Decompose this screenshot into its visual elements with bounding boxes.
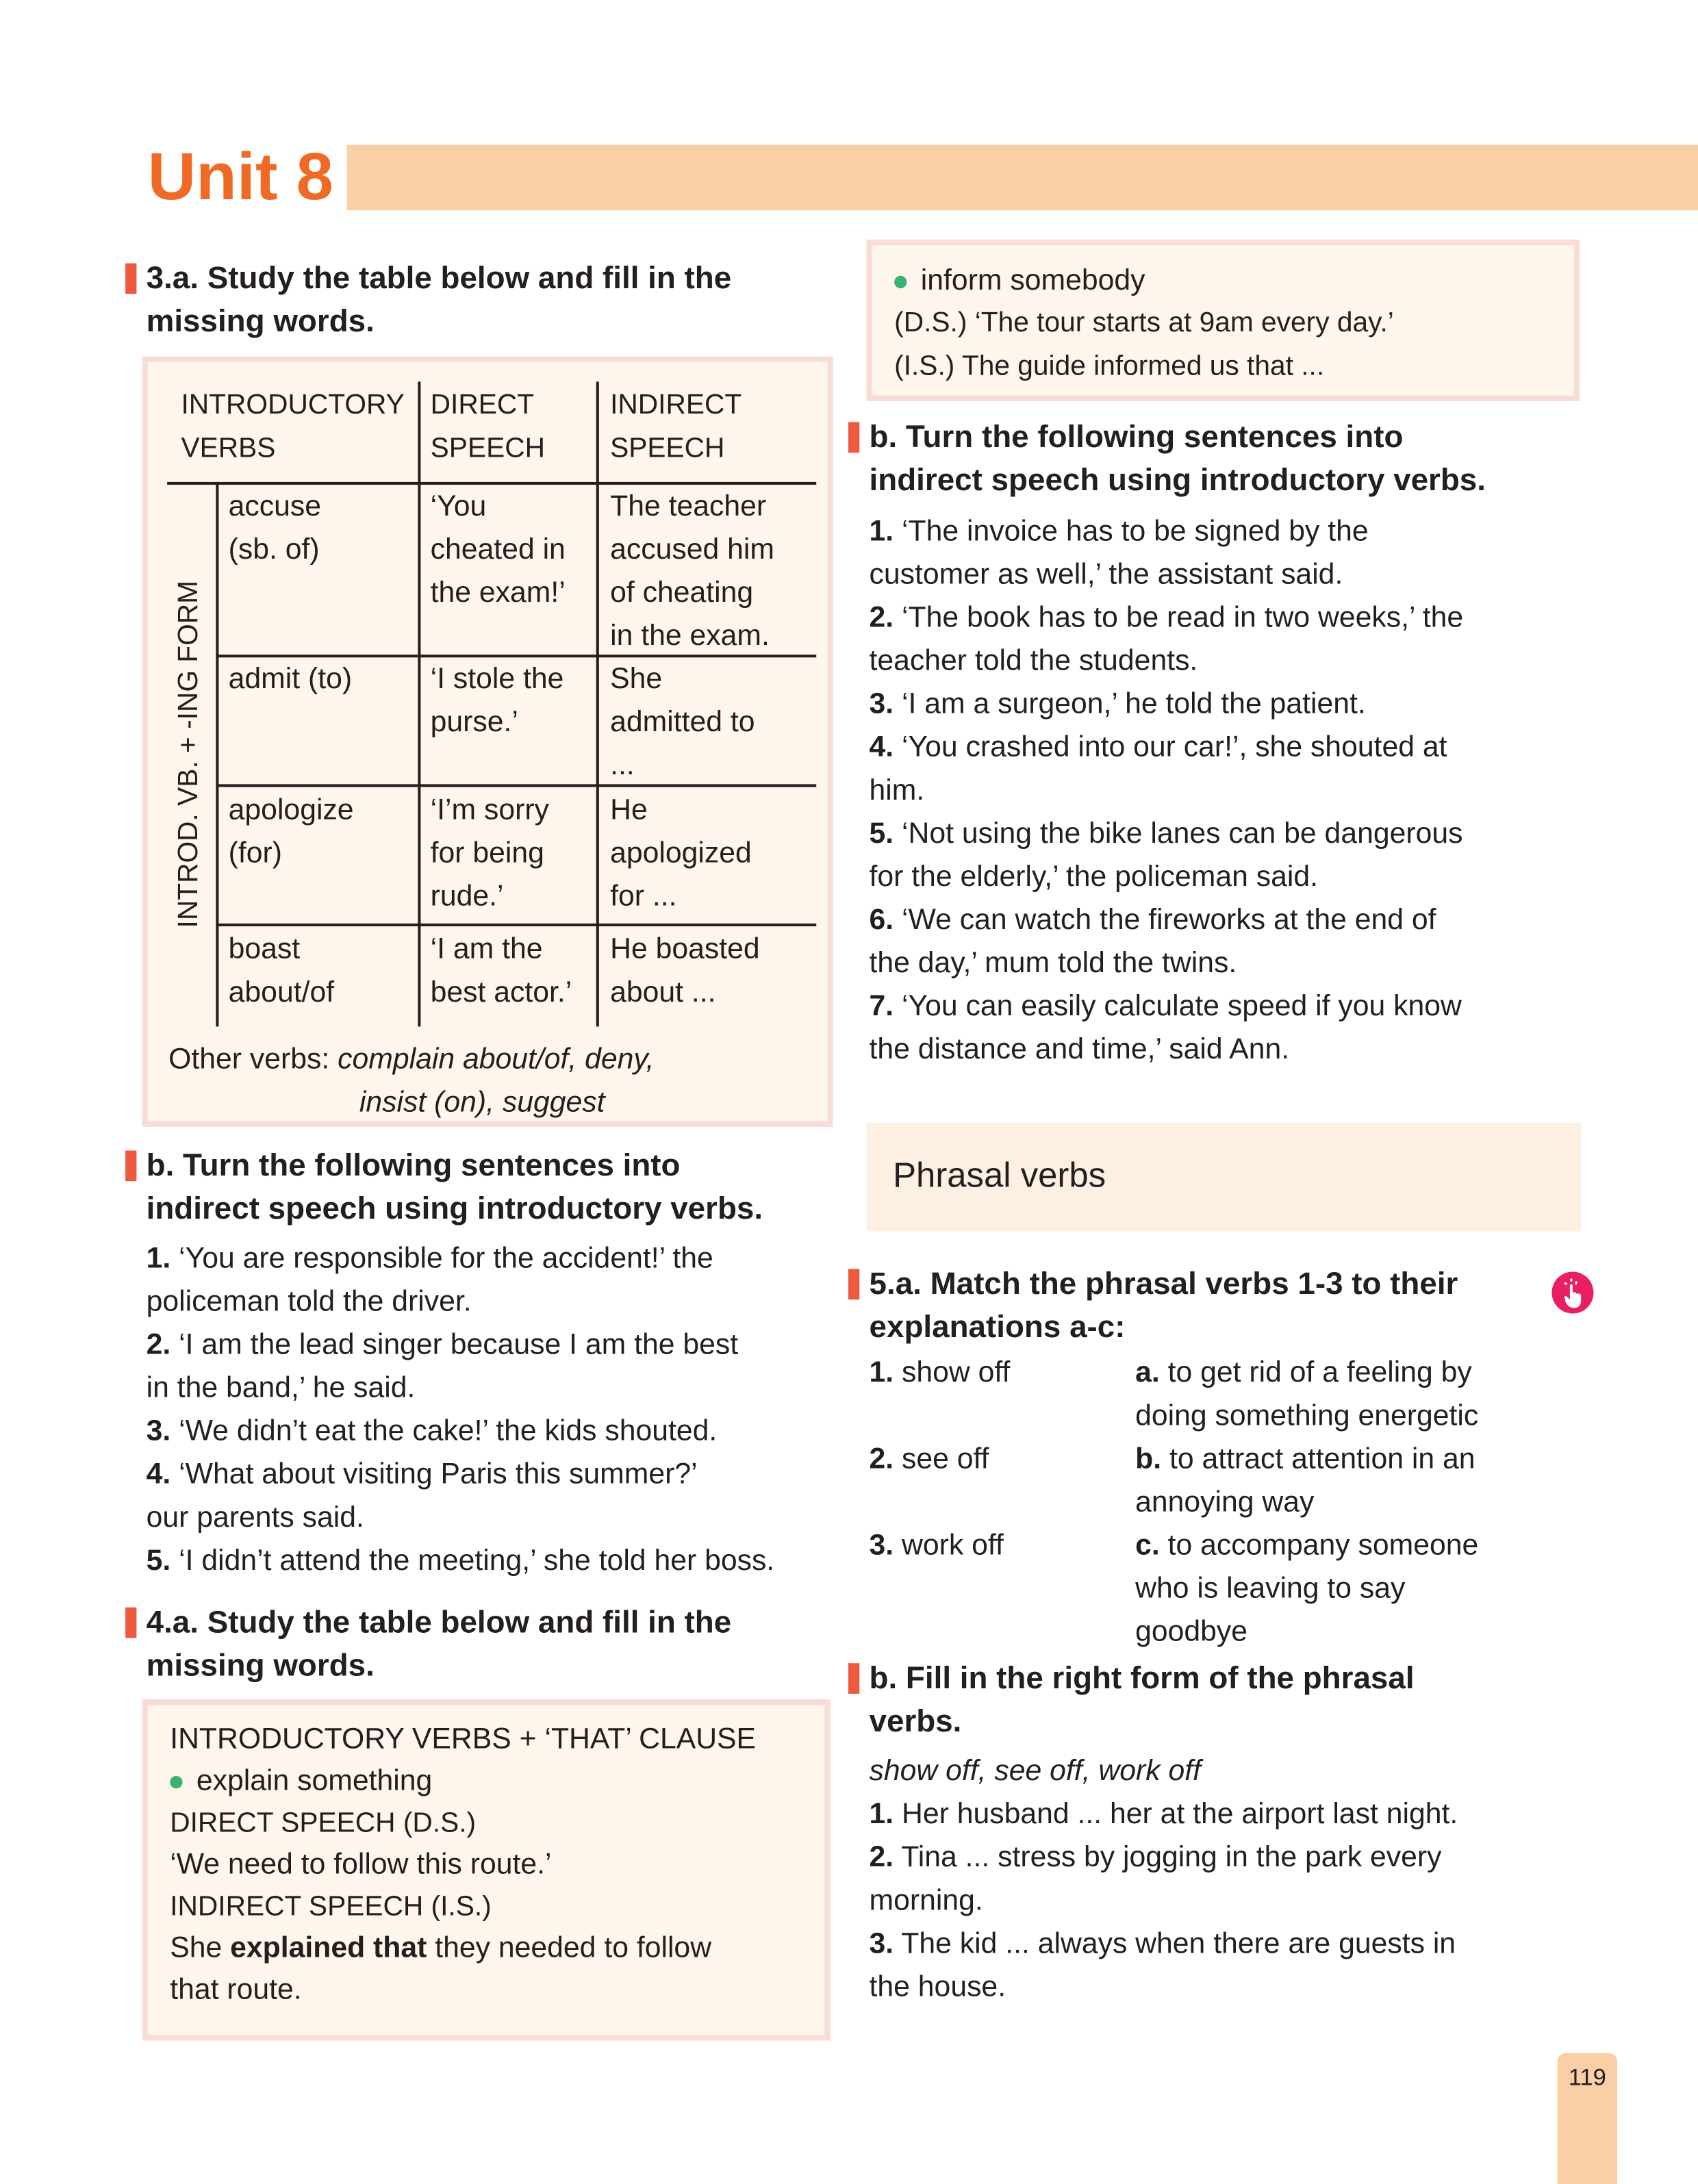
phrasal-verbs-banner — [866, 1123, 1581, 1232]
list-line: 4. ‘You crashed into our car!’, she shouted at — [869, 731, 1447, 763]
explanation-item: a. to get rid of a feeling by doing something energetic — [1135, 1356, 1479, 1432]
other-verbs: Other verbs: complain about/of, deny, — [168, 1043, 655, 1076]
direct-cell: ‘You cheated in the exam!’ — [430, 490, 566, 609]
list-line: customer as well,’ the assistant said. — [869, 558, 1343, 591]
list-item: 2. ‘I am the lead singer because I am the best in the band,’ he said. — [146, 1328, 739, 1404]
ex3b-heading: b. Turn the following sentences into indirect speech using introductory verbs. — [147, 1143, 763, 1230]
indirect-cell: The teacher accused him of cheating in the exam. — [610, 490, 774, 652]
list-item: 4. ‘What about visiting Paris this summer?’ our parents said. — [146, 1458, 698, 1534]
bullet-icon — [170, 1776, 182, 1788]
direct-cell: ‘I am the best actor.’ — [430, 933, 572, 1008]
inform-box — [866, 240, 1580, 401]
box-title: INTRODUCTORY VERBS + ‘THAT’ CLAUSE — [170, 1723, 757, 1755]
list-line: 7. ‘You can easily calculate speed if you know — [869, 990, 1462, 1023]
list-line: 3. The kid ... always when there are guests in — [869, 1927, 1456, 1960]
that-clause-box — [142, 1699, 831, 2040]
list-line: 6. ‘We can watch the fireworks at the end of — [869, 904, 1436, 937]
section-marker — [848, 422, 859, 453]
heading-line: 3.a. Study the table below and fill in the — [146, 260, 732, 296]
is-example: (I.S.) The guide informed us that ... — [894, 351, 1325, 382]
ex5b-heading: b. Fill in the right form of the phrasal verbs. — [870, 1656, 1415, 1742]
section-marker — [848, 1663, 859, 1694]
page-tab — [1558, 2053, 1617, 2184]
phrasal-verb-item: 3. work off — [869, 1529, 1004, 1562]
indirect-cell: She admitted to ... — [610, 663, 755, 782]
explanation-item: b. to attract attention in an annoying way — [1135, 1443, 1475, 1519]
list-item: 3. ‘We didn’t eat the cake!’ the kids shouted. — [146, 1415, 718, 1447]
verb-cell: accuse (sb. of) — [228, 490, 322, 566]
list-line: 1. ‘The invoice has to be signed by the — [869, 515, 1369, 548]
indirect-cell: He boasted about ... — [610, 933, 760, 1008]
list-line: the day,’ mum told the twins. — [869, 947, 1237, 980]
unit-title: Unit 8 — [147, 140, 333, 215]
bullet-icon — [894, 276, 907, 288]
direct-cell: ‘I stole the purse.’ — [430, 663, 564, 739]
list-line: the distance and time,’ said Ann. — [869, 1033, 1290, 1066]
verb-cell: boast about/of — [228, 933, 335, 1008]
title-bar — [347, 145, 1698, 211]
divider — [216, 924, 816, 926]
is-example-cont: that route. — [170, 1973, 302, 2006]
page-number: 119 — [1568, 2064, 1606, 2091]
explanation-item: c. to accompany someone who is leaving to say goodbye — [1135, 1529, 1479, 1648]
ex3a-heading — [147, 256, 732, 342]
side-label: INTROD. VB. + -ING FORM — [173, 580, 205, 928]
divider — [418, 381, 420, 1026]
list-line: 2. ‘The book has to be read in two weeks,’ the — [869, 601, 1464, 634]
ex4b-heading: b. Turn the following sentences into indirect speech using introductory verbs. — [870, 415, 1486, 501]
ex5b-list — [870, 1792, 1458, 2008]
list-line: morning. — [869, 1884, 983, 1917]
list-line: the house. — [869, 1970, 1006, 2003]
section-marker — [848, 1269, 859, 1299]
is-label: INDIRECT SPEECH (I.S.) — [170, 1891, 492, 1922]
ex5a-left — [870, 1351, 1011, 1566]
divider — [596, 381, 599, 1026]
list-line: 5. ‘Not using the bike lanes can be dangerous — [869, 817, 1463, 850]
ex4b-list — [870, 510, 1464, 1071]
verb-cell: admit (to) — [228, 663, 353, 696]
section-marker — [125, 1608, 136, 1638]
indirect-cell: He apologized for ... — [610, 793, 752, 913]
list-line: 3. ‘I am a surgeon,’ he told the patient. — [869, 688, 1366, 720]
ex4a-heading: 4.a. Study the table below and fill in the missing words. — [147, 1601, 732, 1687]
ex3b-list — [147, 1237, 775, 1583]
list-line: 2. Tina ... stress by jogging in the park every — [869, 1841, 1442, 1874]
bullet-item: inform somebody — [894, 259, 1574, 302]
phrasal-verb-item: 2. see off — [869, 1443, 989, 1475]
ex5a-heading: 5.a. Match the phrasal verbs 1-3 to their explanations a-c: — [870, 1262, 1458, 1348]
section-marker — [125, 264, 136, 294]
direct-cell: ‘I’m sorry for being rude.’ — [430, 793, 549, 913]
other-verbs-cont: insist (on), suggest — [359, 1086, 605, 1119]
phrasal-verb-item: 1. show off — [869, 1356, 1011, 1389]
section-marker — [125, 1150, 136, 1181]
ex5a-right — [1135, 1351, 1478, 1653]
list-item: 1. ‘You are responsible for the accident!’ the policeman told the driver. — [146, 1242, 713, 1318]
header-indirect: INDIRECT SPEECH — [610, 390, 742, 464]
is-example: She explained that they needed to follow — [170, 1931, 712, 1964]
list-item: 5. ‘I didn’t attend the meeting,’ she told her boss. — [146, 1545, 775, 1577]
list-line: him. — [869, 774, 925, 807]
bullet-item: explain something — [170, 1761, 824, 1803]
ds-example: (D.S.) ‘The tour starts at 9am every day.’ — [894, 307, 1394, 339]
verb-cell: apologize (for) — [228, 793, 354, 869]
ing-form-table-box — [142, 357, 833, 1127]
heading-line: missing words. — [146, 303, 375, 339]
list-line: for the elderly,’ the policeman said. — [869, 861, 1318, 893]
ds-example: ‘We need to follow this route.’ — [170, 1848, 552, 1881]
touch-icon[interactable] — [1551, 1271, 1593, 1313]
header-introductory: INTRODUCTORY VERBS — [181, 390, 405, 464]
word-bank: show off, see off, work off — [869, 1755, 1201, 1788]
divider — [216, 482, 218, 1026]
list-line: 1. Her husband ... her at the airport last night. — [869, 1798, 1458, 1831]
ds-label: DIRECT SPEECH (D.S.) — [170, 1807, 477, 1839]
phrasal-verbs-title: Phrasal verbs — [893, 1156, 1106, 1195]
header-direct: DIRECT SPEECH — [430, 390, 545, 464]
list-line: teacher told the students. — [869, 644, 1198, 677]
